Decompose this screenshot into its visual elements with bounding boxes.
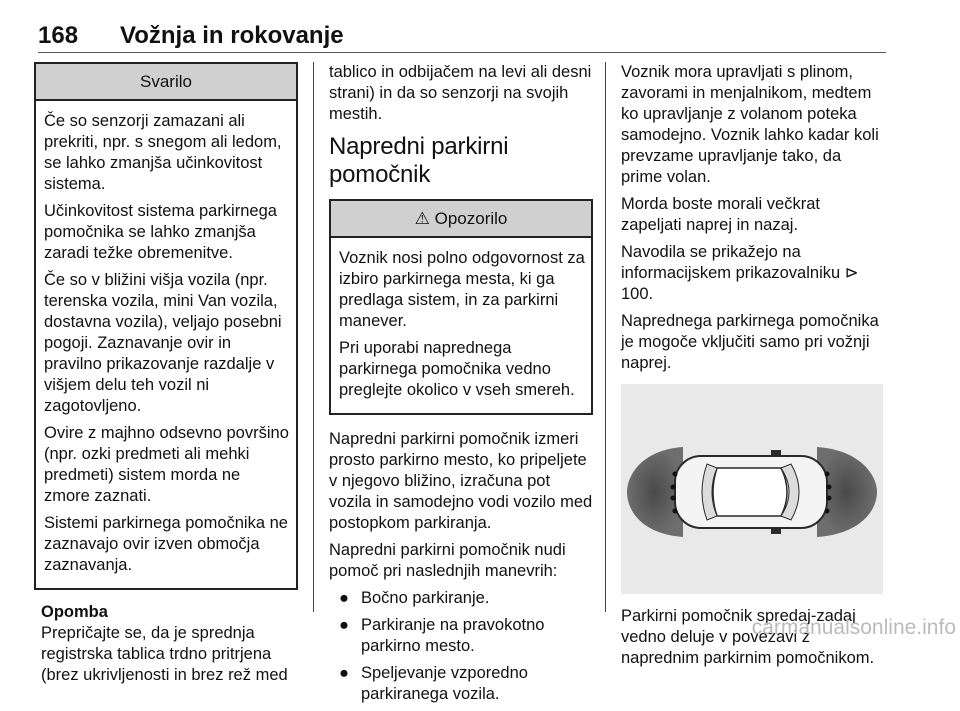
column-divider: [313, 62, 314, 612]
bullet-icon: ●: [339, 589, 349, 607]
caution-paragraph: Če so senzorji zamazani ali prekriti, npr. s snegom ali ledom, se lahko zmanjša učinkovitost sistema.: [44, 112, 282, 193]
section-heading: Napredni parkirni pomočnik: [329, 133, 509, 188]
page-number: 168: [38, 22, 79, 49]
warning-paragraph: Pri uporabi naprednega parkirnega pomočnika vedno preglejte okolico v vseh smereh.: [339, 339, 575, 399]
column-divider: [605, 62, 606, 612]
sensor-dot: [673, 472, 678, 477]
page-title: Vožnja in rokovanje: [120, 22, 344, 49]
parking-sensor-illustration: [621, 384, 883, 594]
mirror: [771, 528, 781, 534]
caution-box: [34, 62, 298, 590]
column-middle: [329, 62, 593, 711]
column-left: [34, 62, 298, 692]
caution-paragraph: Če so v bližini višja vozila (npr. terenska vozila, mini Van vozila, dostavna vozila), veljajo posebni pogoji. Zaznavanje ovir in pravilno prikazovanje razdalje v višjem delu teh vozil ni zagotovljeno.: [44, 271, 282, 415]
body-paragraph: Morda boste morali večkrat zapeljati naprej in nazaj.: [621, 195, 820, 234]
caution-title: Svarilo: [36, 64, 296, 101]
body-paragraph: Naprednega parkirnega pomočnika je mogoče vključiti samo pri vožnji naprej.: [621, 312, 879, 372]
column-right: [621, 62, 885, 675]
figure-caption: Parkirni pomočnik spredaj-zadaj vedno deluje v povezavi z naprednim parkirnim pomočnikom.: [621, 607, 875, 667]
watermark: carmanualsonline.info: [751, 616, 956, 639]
list-item: ● Speljevanje vzporedno parkiranega vozila.: [339, 664, 528, 703]
list-item: ● Bočno parkiranje.: [339, 589, 490, 607]
page-header: [38, 22, 886, 53]
note-title: Opomba: [41, 603, 108, 621]
sensor-dot: [671, 496, 676, 501]
page-reference: 100.: [621, 285, 654, 303]
sensor-dot: [673, 509, 678, 514]
warning-paragraph: Voznik nosi polno odgovornost za izbiro parkirnega mesta, ki ga predlaga sistem, in za parkirni manever.: [339, 249, 585, 330]
body-paragraph: Napredni parkirni pomočnik nudi pomoč pri naslednjih manevrih:: [329, 541, 566, 580]
car-sensor-zones-svg: [621, 384, 883, 594]
bullet-icon: ●: [339, 664, 349, 682]
sensor-dot: [827, 496, 832, 501]
caution-paragraph: Sistemi parkirnega pomočnika ne zaznavajo ovir izven območja zaznavanja.: [44, 514, 288, 574]
sensor-dot: [671, 485, 676, 490]
warning-title: Opozorilo: [434, 209, 508, 228]
warning-header: [331, 201, 591, 238]
page-reference-icon: ⊳: [844, 264, 859, 282]
warning-box: [329, 199, 593, 415]
note-text: Prepričajte se, da je sprednja registrska tablica trdno pritrjena (brez ukrivljenosti in brez rež med: [41, 624, 288, 684]
body-paragraph: Voznik mora upravljati s plinom, zavorami in menjalnikom, medtem ko upravljanje z volanom poteka samodejno. Voznik lahko kadar koli prevzame upravljanje tako, da prime volan.: [621, 63, 879, 186]
car-roof: [713, 468, 787, 516]
reference-paragraph: Navodila se prikažejo na informacijskem prikazovalniku ⊳ 100.: [621, 243, 859, 303]
intro-paragraph: tablico in odbijačem na levi ali desni strani) in da so senzorji na svojih mestih.: [329, 63, 592, 123]
sensor-dot: [827, 485, 832, 490]
maneuver-list: [329, 588, 593, 705]
warning-icon: ⚠: [414, 209, 430, 228]
sensor-dot: [825, 472, 830, 477]
body-paragraph: Napredni parkirni pomočnik izmeri prosto parkirno mesto, ko pripeljete v njegovo bližino, izračuna pot vozila in samodejno vodi vozilo med postopkom parkiranja.: [329, 430, 593, 532]
mirror: [771, 450, 781, 456]
caution-paragraph: Učinkovitost sistema parkirnega pomočnika se lahko zmanjša zaradi težke obremenitve.: [44, 202, 277, 262]
bullet-icon: ●: [339, 616, 349, 634]
caution-paragraph: Ovire z majhno odsevno površino (npr. ozki predmeti ali mehki predmeti) sistem morda ne zmore zaznati.: [44, 424, 289, 505]
sensor-dot: [825, 509, 830, 514]
list-item: ● Parkiranje na pravokotno parkirno mesto.: [339, 616, 545, 655]
